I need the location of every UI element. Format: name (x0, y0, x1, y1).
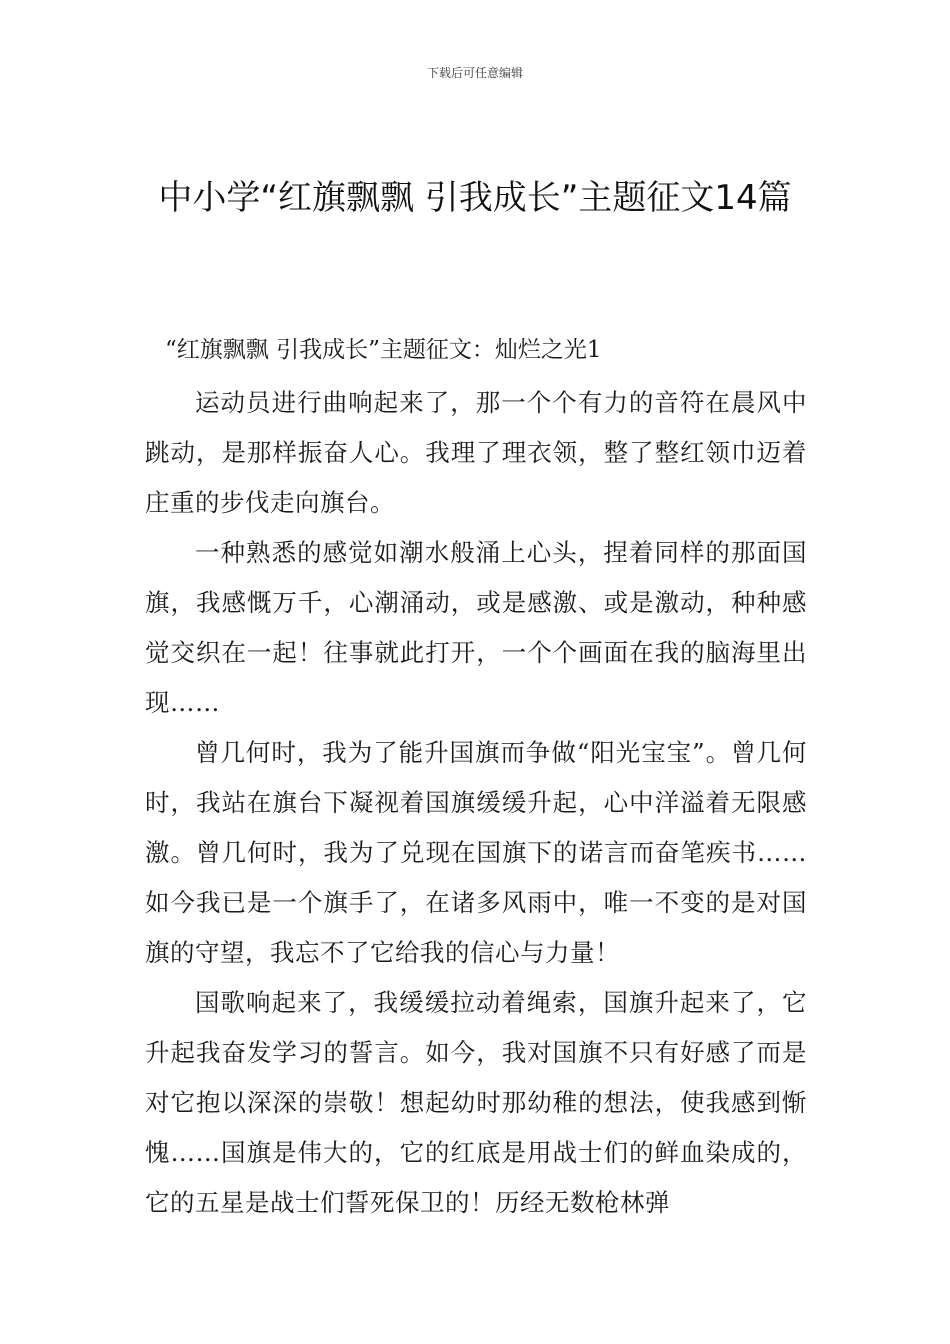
document-body (145, 330, 807, 1228)
paragraph-3: 曾几何时，我为了能升国旗而争做“阳光宝宝”。曾几何时，我站在旗台下凝视着国旗缓缓升起，心中洋溢着无限感激。曾几何时，我为了兑现在国旗下的诺言而奋笔疾书……如今我已是一个旗手了，在诸多风雨中，唯一不变的是对国旗的守望，我忘不了它给我的信心与力量！ (145, 738, 807, 967)
paragraph-4: 国歌响起来了，我缓缓拉动着绳索，国旗升起来了，它升起我奋发学习的誓言。如今，我对国旗不只有好感了而是对它抱以深深的崇敬！想起幼时那幼稚的想法，使我感到惭愧……国旗是伟大的，它的红底是用战士们的鲜血染成的，它的五星是战士们誓死保卫的！历经无数枪林弹 (145, 988, 807, 1217)
paragraph-1: 运动员进行曲响起来了，那一个个有力的音符在晨风中跳动，是那样振奋人心。我理了理衣领，整了整红领巾迈着庄重的步伐走向旗台。 (145, 388, 807, 517)
document-title: 中小学“红旗飘飘 引我成长”主题征文14篇 (158, 178, 792, 218)
paragraph-2: 一种熟悉的感觉如潮水般涌上心头，捏着同样的那面国旗，我感慨万千，心潮涌动，或是感激、或是激动，种种感觉交织在一起！往事就此打开，一个个画面在我的脑海里出现…… (145, 538, 807, 717)
header-note: 下载后可任意编辑 (426, 66, 523, 80)
essay-subtitle: “红旗飘飘 引我成长”主题征文：灿烂之光1 (165, 337, 602, 363)
